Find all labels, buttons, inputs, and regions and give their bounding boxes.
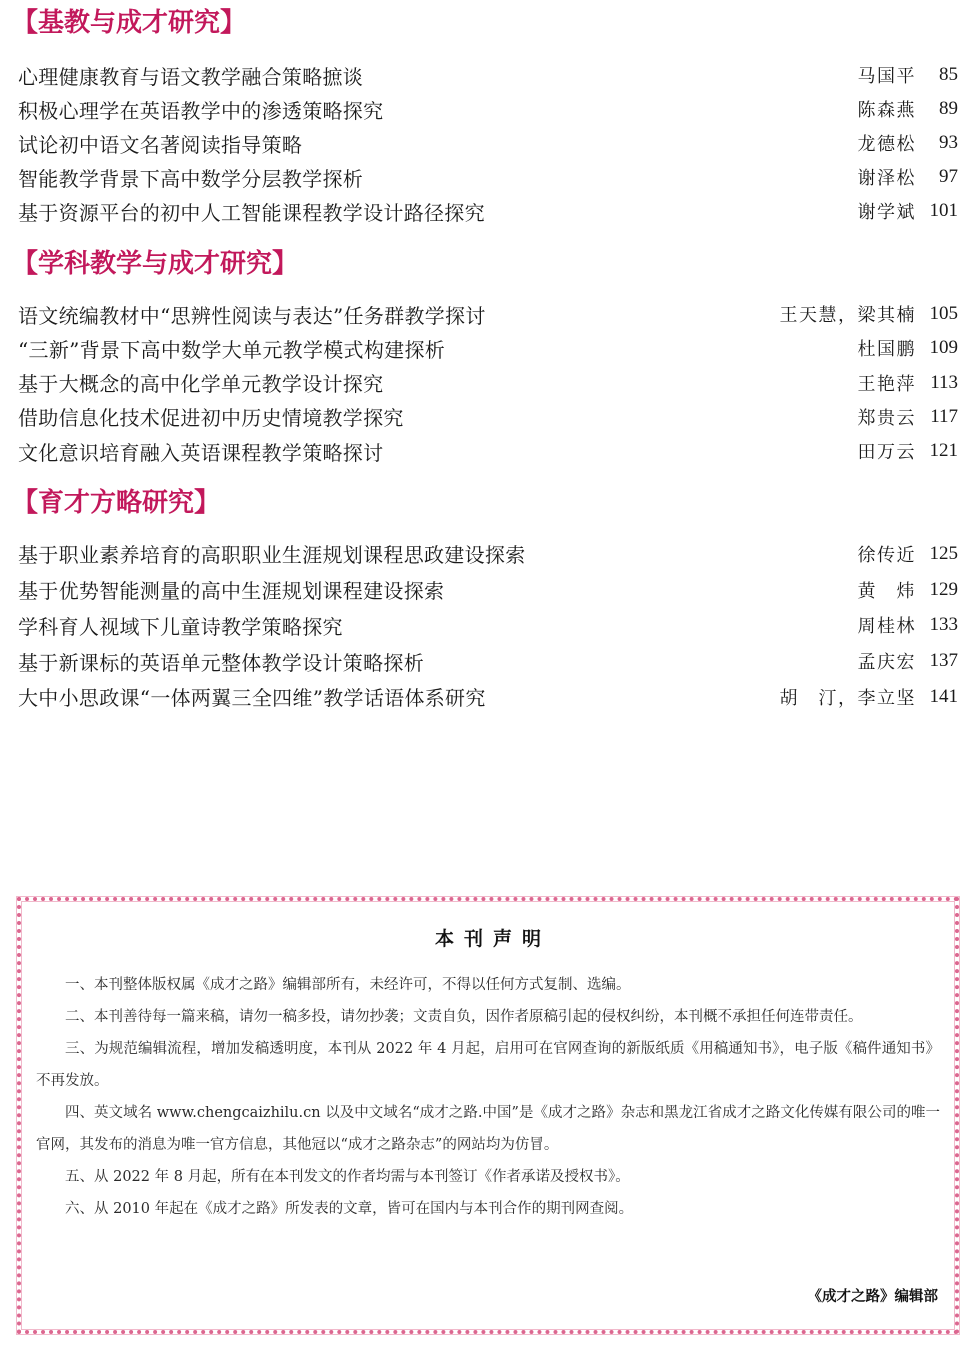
- entry-page-number: 97: [939, 166, 958, 187]
- entry-author: 马国平: [857, 66, 916, 87]
- entry-list: [18, 297, 958, 468]
- toc-entry: [18, 92, 958, 126]
- entry-title: 试论初中语文名著阅读指导策略: [18, 132, 303, 157]
- entry-list: [18, 58, 958, 228]
- toc-entry: [18, 434, 958, 468]
- entry-page-number: 121: [929, 440, 958, 462]
- entry-title: 语文统编教材中“思辨性阅读与表达”任务群教学探讨: [18, 303, 486, 328]
- entry-title: 基于大概念的高中化学单元教学设计探究: [18, 372, 384, 397]
- entry-page-number: 109: [929, 337, 958, 359]
- statement-signature: 《成才之路》编辑部: [807, 1289, 938, 1305]
- toc-entry: [18, 126, 958, 160]
- statement-paragraph: 三、为规范编辑流程，增加发稿透明度，本刊从 2022 年 4 月起，启用可在官网查询的新版纸质《用稿通知书》，电子版《稿件通知书》不再发放。: [36, 1041, 940, 1089]
- statement-body: [36, 969, 940, 1225]
- entry-page-number: 105: [929, 303, 958, 325]
- entry-page-number: 133: [929, 614, 958, 636]
- entry-title: 积极心理学在英语教学中的渗透策略探究: [18, 98, 384, 123]
- toc-entry: [18, 572, 958, 608]
- entry-author: 王艳萍: [857, 373, 916, 395]
- entry-title: “三新”背景下高中数学大单元教学模式构建探析: [18, 337, 446, 362]
- entry-author: 陈森燕: [857, 100, 916, 121]
- entry-title: 学科育人视域下儿童诗教学策略探究: [18, 614, 343, 639]
- entry-title: 基于新课标的英语单元整体教学设计策略探析: [18, 650, 424, 675]
- toc-entry: [18, 608, 958, 644]
- journal-statement-box: [17, 897, 959, 1334]
- statement-title: 本刊声明: [434, 928, 551, 950]
- entry-author: 徐传近: [857, 544, 916, 566]
- entry-page-number: 93: [939, 132, 958, 153]
- entry-title: 心理健康教育与语文教学融合策略摭谈: [18, 64, 364, 89]
- section-heading: 【基教与成才研究】: [12, 8, 247, 38]
- entry-page-number: 101: [929, 200, 958, 221]
- entry-author: 龙德松: [857, 134, 916, 155]
- entry-title: 基于资源平台的初中人工智能课程教学设计路径探究: [18, 200, 485, 225]
- entry-title: 智能教学背景下高中数学分层教学探析: [18, 166, 364, 191]
- toc-entry: [18, 679, 958, 715]
- entry-page-number: 85: [939, 64, 958, 85]
- entry-title: 大中小思政课“一体两翼三全四维”教学话语体系研究: [18, 686, 486, 711]
- statement-paragraph: 五、从 2022 年 8 月起，所有在本刊发文的作者均需与本刊签订《作者承诺及授权书》。: [65, 1169, 630, 1185]
- toc-entry: [18, 160, 958, 194]
- entry-author: 孟庆宏: [857, 652, 916, 674]
- entry-page-number: 89: [939, 98, 958, 119]
- entry-author: 谢学斌: [857, 202, 916, 223]
- entry-author: 田万云: [857, 442, 916, 464]
- entry-page-number: 141: [929, 685, 958, 707]
- toc-entry: [18, 194, 958, 228]
- statement-paragraph: 六、从 2010 年起在《成才之路》所发表的文章，皆可在国内与本刊合作的期刊网查阅。: [65, 1201, 634, 1217]
- entry-page-number: 125: [929, 542, 958, 564]
- toc-entry: [18, 536, 958, 572]
- entry-page-number: 113: [930, 371, 958, 393]
- statement-paragraph: 一、本刊整体版权属《成才之路》编辑部所有，未经许可，不得以任何方式复制、选编。: [65, 977, 631, 993]
- entry-author: 郑贵云: [857, 407, 916, 429]
- entry-author: 胡 汀，李立坚: [779, 687, 916, 709]
- entry-author: 黄 炜: [857, 580, 916, 602]
- entry-title: 基于优势智能测量的高中生涯规划课程建设探索: [18, 579, 445, 604]
- toc-entry: [18, 366, 958, 400]
- entry-title: 文化意识培育融入英语课程教学策略探讨: [18, 440, 384, 465]
- entry-title: 借助信息化技术促进初中历史情境教学探究: [18, 406, 404, 431]
- toc-entry: [18, 643, 958, 679]
- entry-author: 周桂林: [857, 616, 916, 638]
- entry-author: 杜国鹏: [857, 339, 916, 361]
- toc-entry: [18, 400, 958, 434]
- entry-page-number: 129: [929, 578, 958, 600]
- statement-paragraph: 二、本刊善待每一篇来稿，请勿一稿多投，请勿抄袭；文责自负，因作者原稿引起的侵权纠纷，本刊概不承担任何连带责任。: [65, 1009, 863, 1025]
- toc-entry: [18, 331, 958, 365]
- entry-page-number: 117: [930, 405, 958, 427]
- entry-author: 王天慧，梁其楠: [779, 305, 916, 327]
- section-heading: 【育才方略研究】: [12, 488, 221, 518]
- toc-entry: [18, 58, 958, 92]
- toc-entry: [18, 297, 958, 331]
- statement-paragraph: 四、英文域名 www.chengcaizhilu.cn 以及中文域名“成才之路.中国”是《成才之路》杂志和黑龙江省成才之路文化传媒有限公司的唯一官网，其发布的消息为唯一官方信息，其他冠以“成才之路杂志”的网站均为仿冒。: [36, 1105, 940, 1153]
- entry-list: [18, 536, 958, 715]
- entry-author: 谢泽松: [857, 168, 916, 189]
- entry-title: 基于职业素养培育的高职职业生涯规划课程思政建设探索: [18, 543, 526, 568]
- section-heading: 【学科教学与成才研究】: [12, 249, 299, 279]
- entry-page-number: 137: [929, 650, 958, 672]
